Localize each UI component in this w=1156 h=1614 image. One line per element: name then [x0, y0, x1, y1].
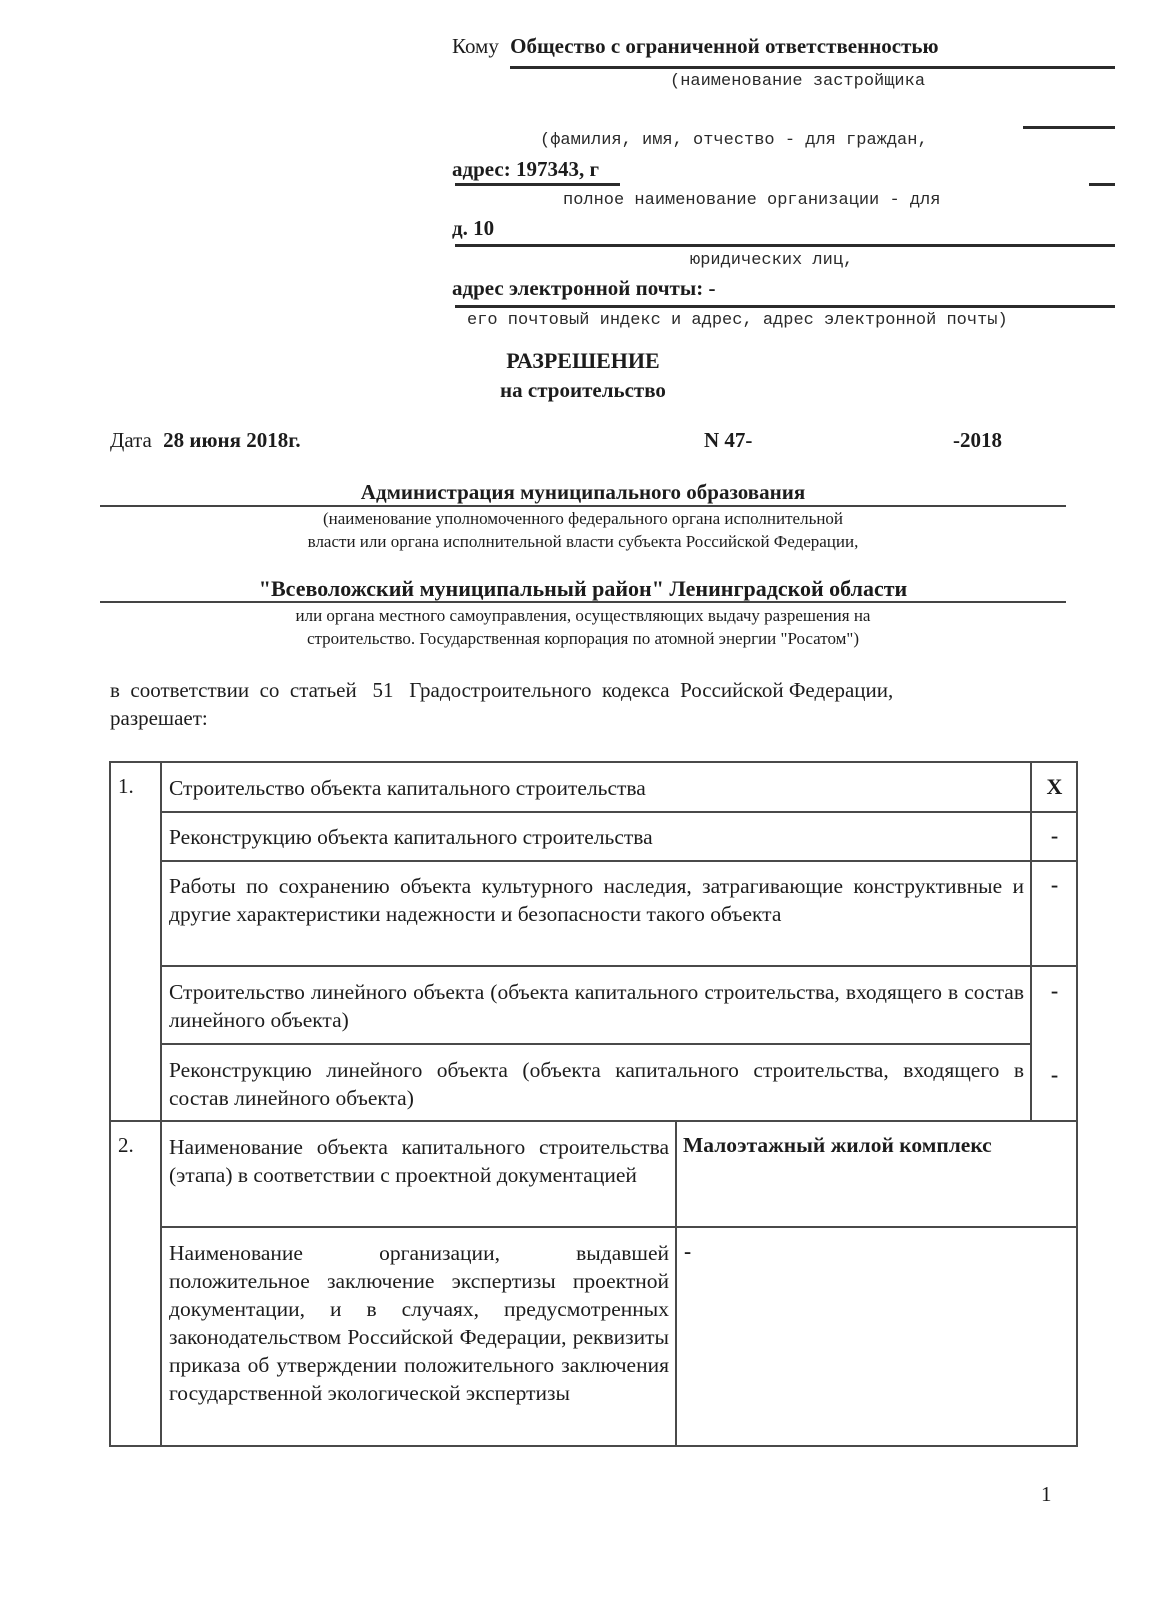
permit-number-prefix: N 47-	[704, 428, 753, 452]
row-text: Реконструкцию линейного объекта (объекта капитального строительства, входящего в состав линейного объекта)	[169, 1058, 1024, 1110]
hint-org: полное наименование организации - для	[563, 191, 941, 210]
row-text: Работы по сохранению объекта культурного наследия, затрагивающие конструктивные и другие характеристики надежности и безопасности такого объекта	[169, 874, 1024, 926]
hint-developer: (наименование застройщика	[670, 72, 926, 91]
addressee-line	[452, 34, 939, 59]
table-border-right	[1076, 761, 1078, 1447]
authority-underline-2	[100, 601, 1066, 603]
row-text: Строительство объекта капитального строительства	[169, 776, 646, 800]
row-mark: -	[1050, 1062, 1059, 1087]
email-line: адрес электронной почты: -	[452, 276, 716, 300]
table-row-divider	[160, 1226, 1078, 1228]
authority-hint-2a: или органа местного самоуправления, осуществляющих выдачу разрешения на	[295, 606, 871, 625]
table-row-divider	[160, 860, 1078, 862]
authority-underline-1	[100, 505, 1066, 507]
hint-fio: (фамилия, имя, отчество - для граждан,	[540, 131, 928, 150]
hint-legal: юридических лиц,	[690, 251, 854, 270]
row-mark-selected: X	[1046, 774, 1063, 799]
section-1-number: 1.	[118, 774, 134, 798]
table-section-divider	[109, 1120, 1078, 1122]
row-label: Наименование организации, выдавшей положительное заключение экспертизы проектной документации, и в случаях, предусмотренных законодательством Российской Федерации, реквизиты приказа об утверждении положительного заключения государственной экологической экспертизы	[169, 1241, 669, 1405]
row-label: Наименование объекта капитального строительства (этапа) в соответствии с проектной документацией	[169, 1135, 669, 1187]
row-mark: -	[1050, 823, 1059, 848]
date-row	[110, 428, 301, 453]
permit-number-suffix: -2018	[953, 428, 1002, 452]
table-border-left	[109, 761, 111, 1447]
developer-underline	[510, 66, 1115, 69]
address-line: адрес: 197343, г	[452, 157, 599, 181]
authority-line-2: "Всеволожский муниципальный район" Ленинградской области	[258, 576, 908, 601]
house-line: д. 10	[452, 216, 495, 240]
expertise-org-value: -	[684, 1239, 692, 1263]
hint-postal: его почтовый индекс и адрес, адрес электронной почты)	[467, 311, 1008, 330]
table-border-bottom	[109, 1445, 1078, 1447]
table-row-divider	[160, 1043, 1032, 1045]
table-col-divider-1	[160, 761, 162, 1447]
address-underline	[455, 183, 620, 186]
address-underline-right	[1089, 183, 1115, 186]
developer-name: Общество с ограниченной ответственностью	[510, 34, 939, 58]
table-border-top	[109, 761, 1078, 763]
row-text: Строительство линейного объекта (объекта капитального строительства, входящего в состав линейного объекта)	[169, 980, 1024, 1032]
intro-line-2: разрешает:	[110, 706, 208, 730]
section-2-number: 2.	[118, 1133, 134, 1157]
intro-line-1: в соответствии со статьей 51 Градостроительного кодекса Российской Федерации,	[110, 678, 894, 702]
email-underline	[455, 305, 1115, 308]
authority-hint-1a: (наименование уполномоченного федерального органа исполнительной	[322, 509, 844, 528]
row-mark: -	[1050, 978, 1059, 1003]
date-value: 28 июня 2018г.	[163, 428, 301, 452]
document-subtitle: на строительство	[500, 378, 666, 402]
fio-underline	[1023, 126, 1115, 129]
page-number: 1	[1041, 1482, 1052, 1506]
authority-hint-2b: строительство. Государственная корпорация по атомной энергии "Росатом")	[306, 629, 860, 648]
object-name-value: Малоэтажный жилой комплекс	[683, 1133, 992, 1157]
row-mark: -	[1050, 872, 1059, 897]
date-label: Дата	[110, 428, 152, 452]
document-title: РАЗРЕШЕНИЕ	[506, 348, 660, 373]
to-label: Кому	[452, 34, 499, 58]
table-col-divider-value	[675, 1120, 677, 1447]
authority-line-1: Администрация муниципального образования	[360, 480, 806, 504]
house-underline	[455, 244, 1115, 247]
row-text: Реконструкцию объекта капитального строительства	[169, 825, 653, 849]
authority-hint-1b: власти или органа исполнительной власти субъекта Российской Федерации,	[307, 532, 859, 551]
table-row-divider	[160, 811, 1078, 813]
table-row-divider	[160, 965, 1078, 967]
